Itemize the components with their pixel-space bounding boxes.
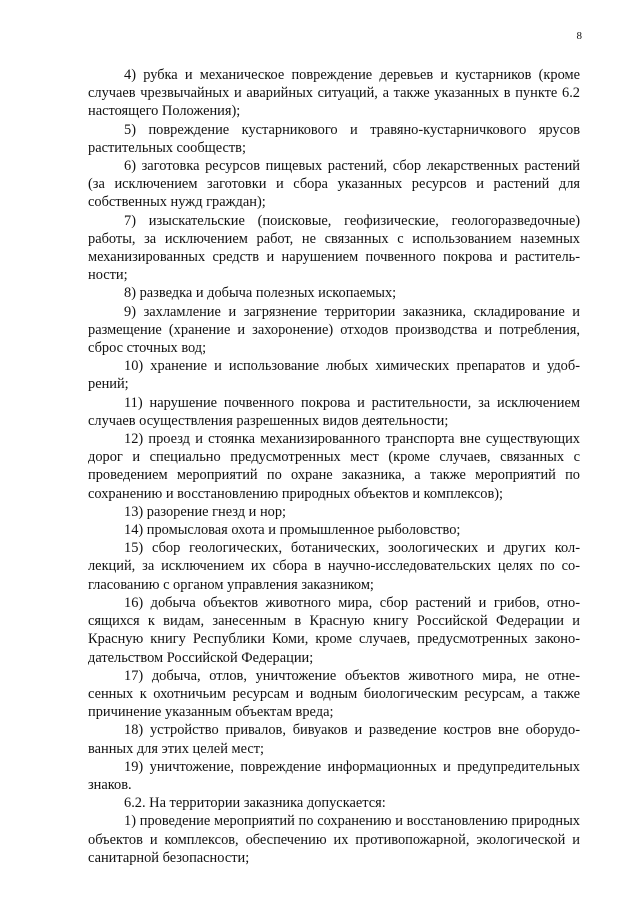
paragraph: 8) разведка и добыча полезных ископаемых;	[124, 285, 397, 302]
paragraph: 6) заготовка ресурсов пищевых растений, сбор лекарственных растений (за исключением заготовки и сбора указанных ресурсов и растений для собственных нужд граждан);	[88, 158, 580, 211]
paragraph: 14) промысловая охота и промышленное рыболовство;	[124, 522, 461, 539]
paragraph: 4) рубка и механическое повреждение деревьев и кустарников (кроме случаев чрезвычайных и аварийных ситуаций, а также указанных в пункте 6.2 настоящего Положения);	[88, 67, 580, 120]
paragraph: 9) захламление и загрязнение территории заказника, складирование и размещение (хранение и захоронение) отходов производства и потребления, сброс сточных вод;	[88, 303, 580, 357]
paragraph: 5) повреждение кустарникового и травяно-кустарничкового ярусов растительных сообществ;	[88, 121, 580, 156]
page-number: 8	[576, 30, 582, 42]
paragraph: 12) проезд и стоянка механизированного транспорта вне существующих дорог и специально предусмотренных мест (кроме случаев, связанных с проведением мероприятий по охране заказника, а также мероприятий по сохранению и восстановлению природных объектов и комплексов);	[88, 431, 580, 502]
paragraph: 15) сбор геологических, ботанических, зоологических и других коллекций, за исключением их сбора в научно-исследовательских целях по согласованию с органом управления заказником;	[88, 540, 580, 593]
paragraph: 1) проведение мероприятий по сохранению и восстановлению природных объектов и комплексов, обеспечению их противопожарной, экологической и санитарной безопасности;	[88, 813, 580, 866]
document-body	[88, 66, 580, 867]
paragraph: 16) добыча объектов животного мира, сбор растений и грибов, относящихся к видам, занесенным в Красную книгу Российской Федерации и Красную книгу Республики Коми, кроме случаев, предусмотренных законодательством Российской Федерации;	[88, 594, 580, 666]
paragraph: 13) разорение гнезд и нор;	[124, 503, 287, 520]
paragraph: 10) хранение и использование любых химических препаратов и удобрений;	[88, 358, 580, 393]
section-heading: 6.2. На территории заказника допускается:	[124, 795, 386, 812]
paragraph: 19) уничтожение, повреждение информационных и предупредительных знаков.	[88, 758, 580, 793]
paragraph: 17) добыча, отлов, уничтожение объектов животного мира, не отнесенных к охотничьим ресурсам и водным биологическим ресурсам, а также причинение указанным объектам вреда;	[88, 667, 580, 721]
paragraph: 11) нарушение почвенного покрова и растительности, за исключением случаев осуществления разрешенных видов деятельности;	[88, 394, 580, 429]
paragraph: 18) устройство привалов, бивуаков и разведение костров вне оборудованных для этих целей мест;	[88, 722, 580, 757]
paragraph: 7) изыскательские (поисковые, геофизические, геологоразведочные) работы, за исключением работ, не связанных с использованием наземных механизированных средств и нарушением почвенного покрова и растительности;	[88, 212, 580, 284]
